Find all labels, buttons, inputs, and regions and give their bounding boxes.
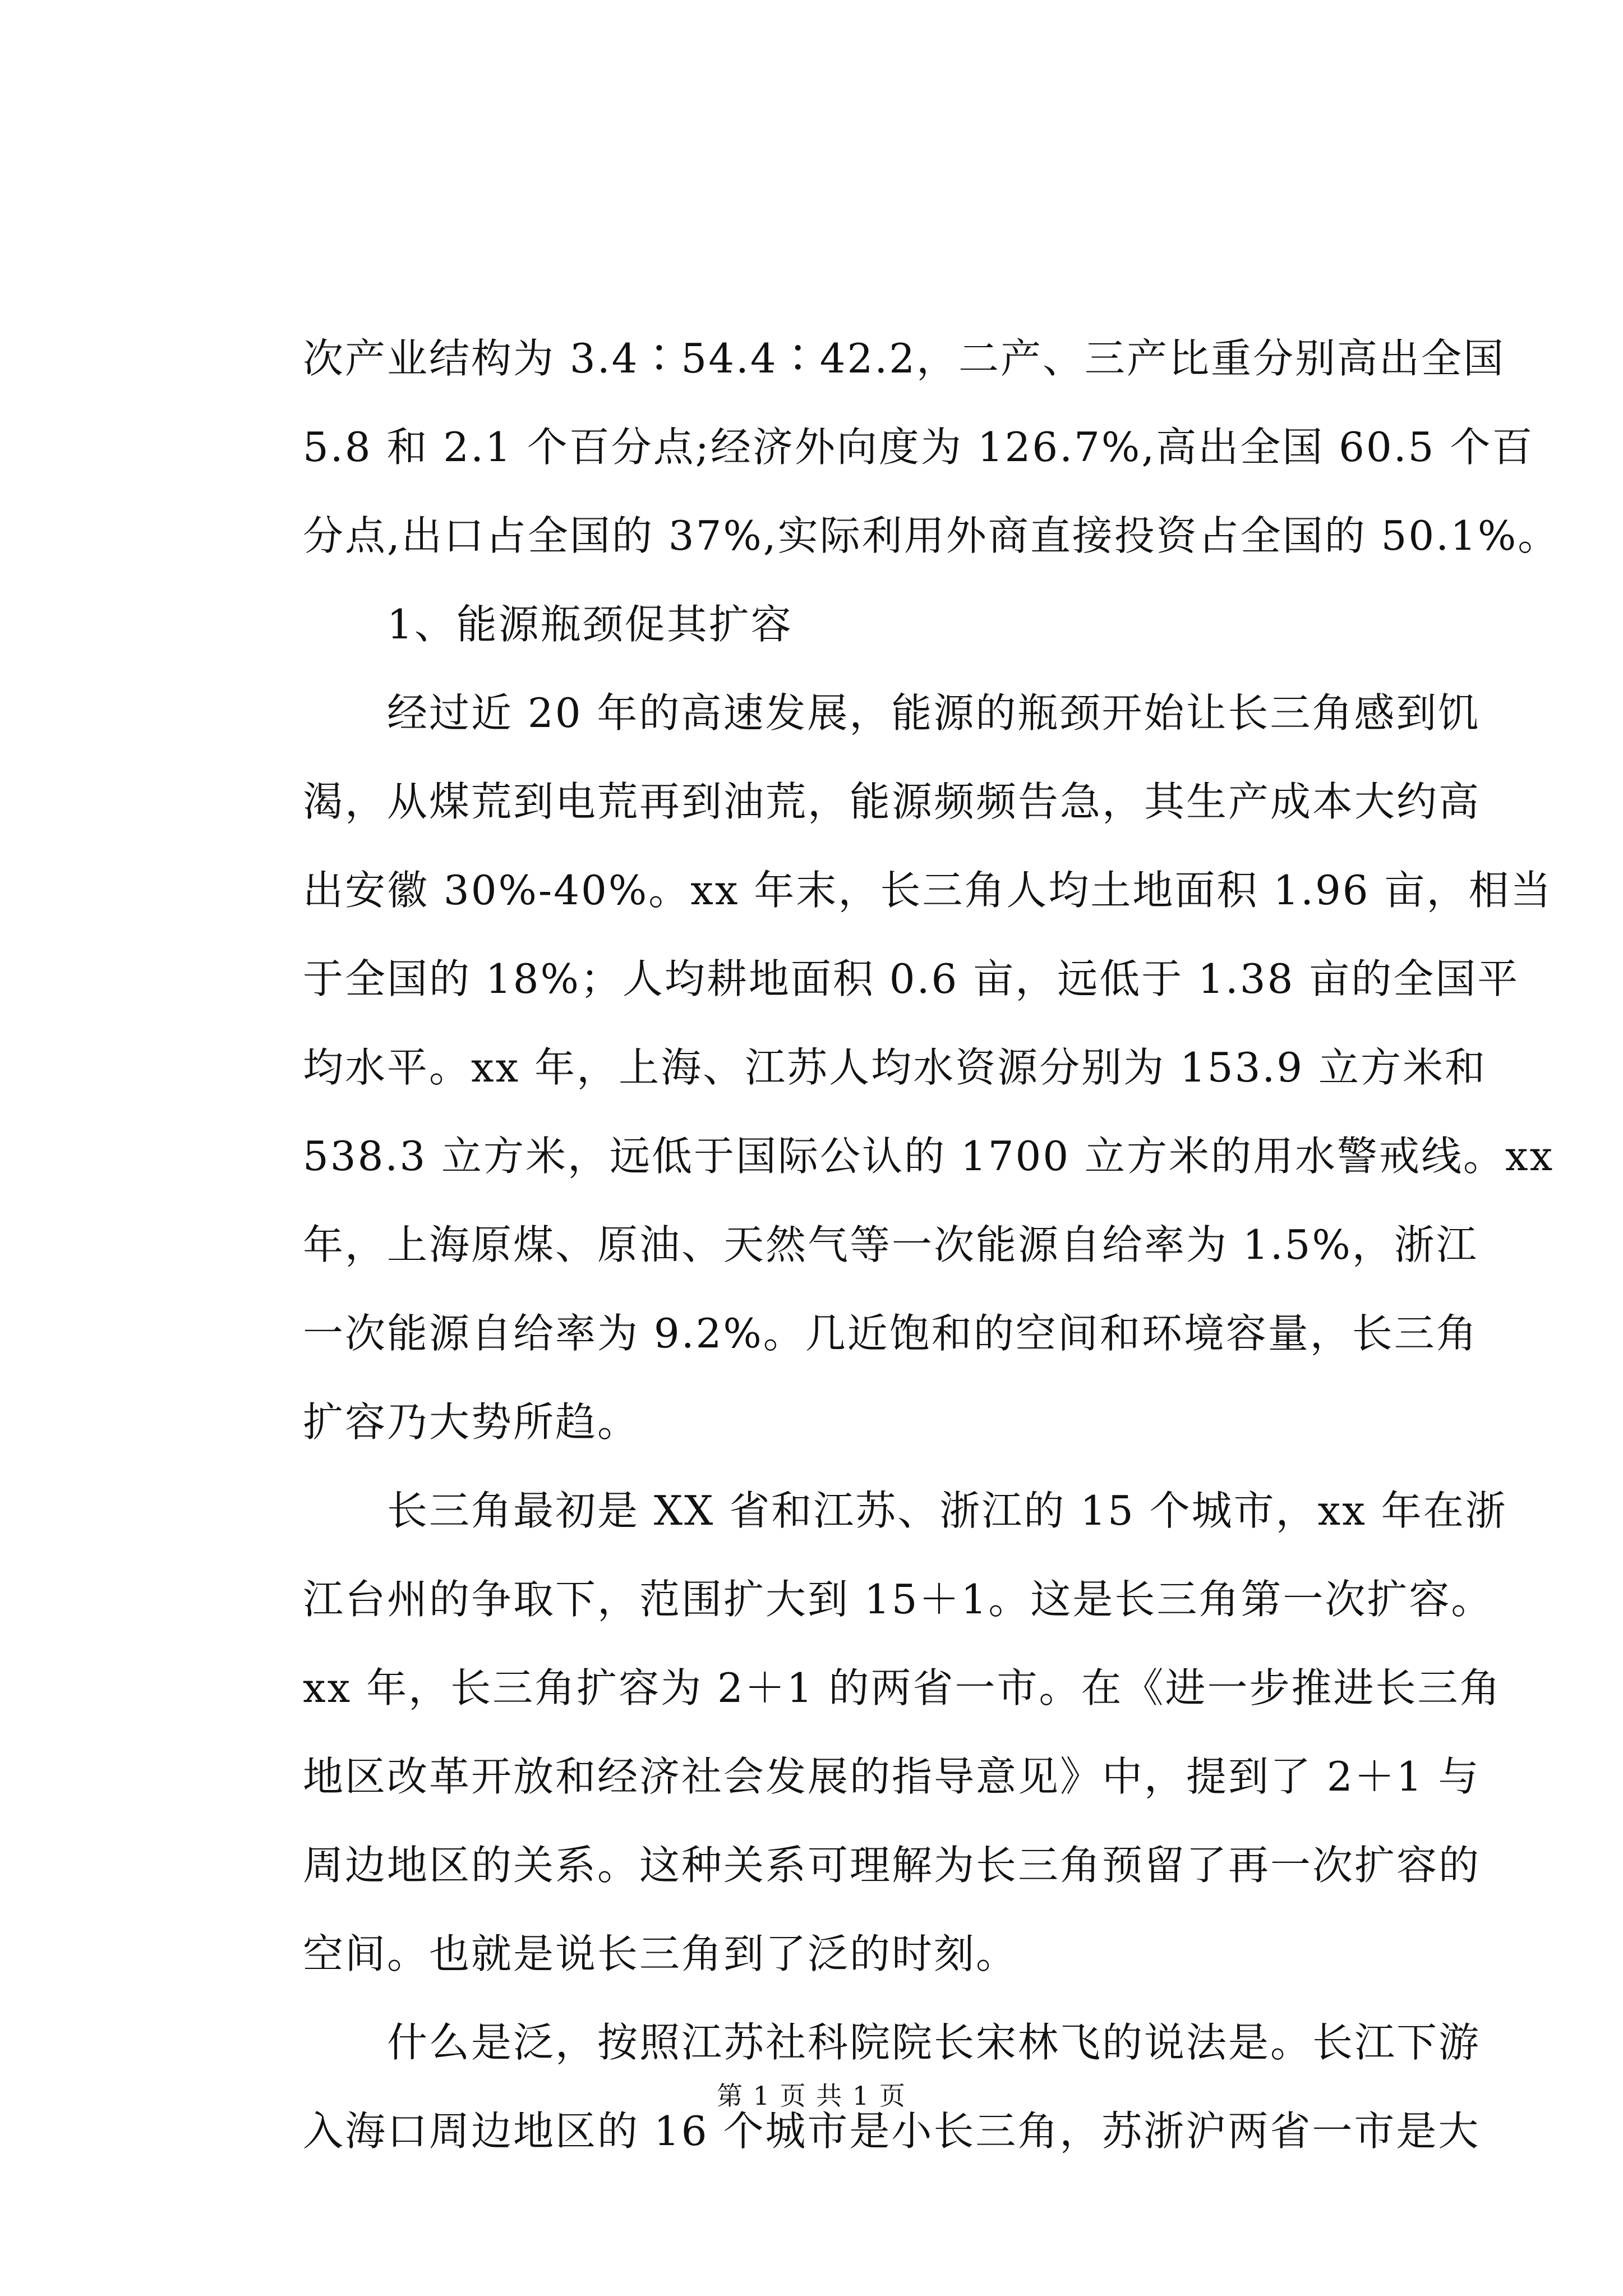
text-line: xx 年，长三角扩容为 2＋1 的两省一市。在《进一步推进长三角 [303, 1664, 1502, 1711]
text-line: 江台州的争取下，范围扩大到 15＋1。这是长三角第一次扩容。 [303, 1576, 1493, 1623]
text-line: 538.3 立方米，远低于国际公认的 1700 立方米的用水警戒线。xx [303, 1133, 1555, 1180]
text-line: 年，上海原煤、原油、天然气等一次能源自给率为 1.5%，浙江 [303, 1221, 1478, 1268]
text-line: 入海口周边地区的 16 个城市是小长三角，苏浙沪两省一市是大 [303, 2108, 1481, 2155]
text-line: 地区改革开放和经济社会发展的指导意见》中，提到了 2＋1 与 [303, 1753, 1481, 1800]
document-body [303, 314, 1560, 2175]
text-line: 扩容乃大势所趋。 [303, 1398, 640, 1446]
text-line: 经过近 20 年的高速发展，能源的瓶颈开始让长三角感到饥 [303, 689, 1481, 737]
text-line: 出安徽 30%-40%。xx 年末，长三角人均土地面积 1.96 亩，相当 [303, 867, 1553, 914]
text-line: 长三角最初是 XX 省和江苏、浙江的 15 个城市，xx 年在浙 [303, 1487, 1507, 1534]
text-line: 空间。也就是说长三角到了泛的时刻。 [303, 1930, 1018, 1977]
text-line: 5.8 和 2.1 个百分点;经济外向度为 126.7%,高出全国 60.5 个百 [303, 424, 1534, 471]
text-line: 次产业结构为 3.4∶54.4∶42.2，二产、三产比重分别高出全国 [303, 335, 1506, 382]
text-line: 渴，从煤荒到电荒再到油荒，能源频频告急，其生产成本大约高 [303, 778, 1481, 825]
text-line: 于全国的 18%；人均耕地面积 0.6 亩，远低于 1.38 亩的全国平 [303, 955, 1520, 1002]
text-line: 均水平。xx 年，上海、江苏人均水资源分别为 153.9 立方米和 [303, 1044, 1487, 1091]
text-line: 分点,出口占全国的 37%,实际利用外商直接投资占全国的 50.1%。 [303, 512, 1560, 559]
page-footer: 第 1 页 共 1 页 [717, 2081, 906, 2111]
text-line: 一次能源自给率为 9.2%。几近饱和的空间和环境容量，长三角 [303, 1310, 1478, 1357]
section-heading: 1、能源瓶颈促其扩容 [303, 601, 793, 648]
text-line: 什么是泛，按照江苏社科院院长宋林飞的说法是。长江下游 [303, 2019, 1481, 2066]
text-line: 周边地区的关系。这种关系可理解为长三角预留了再一次扩容的 [303, 1842, 1481, 1889]
